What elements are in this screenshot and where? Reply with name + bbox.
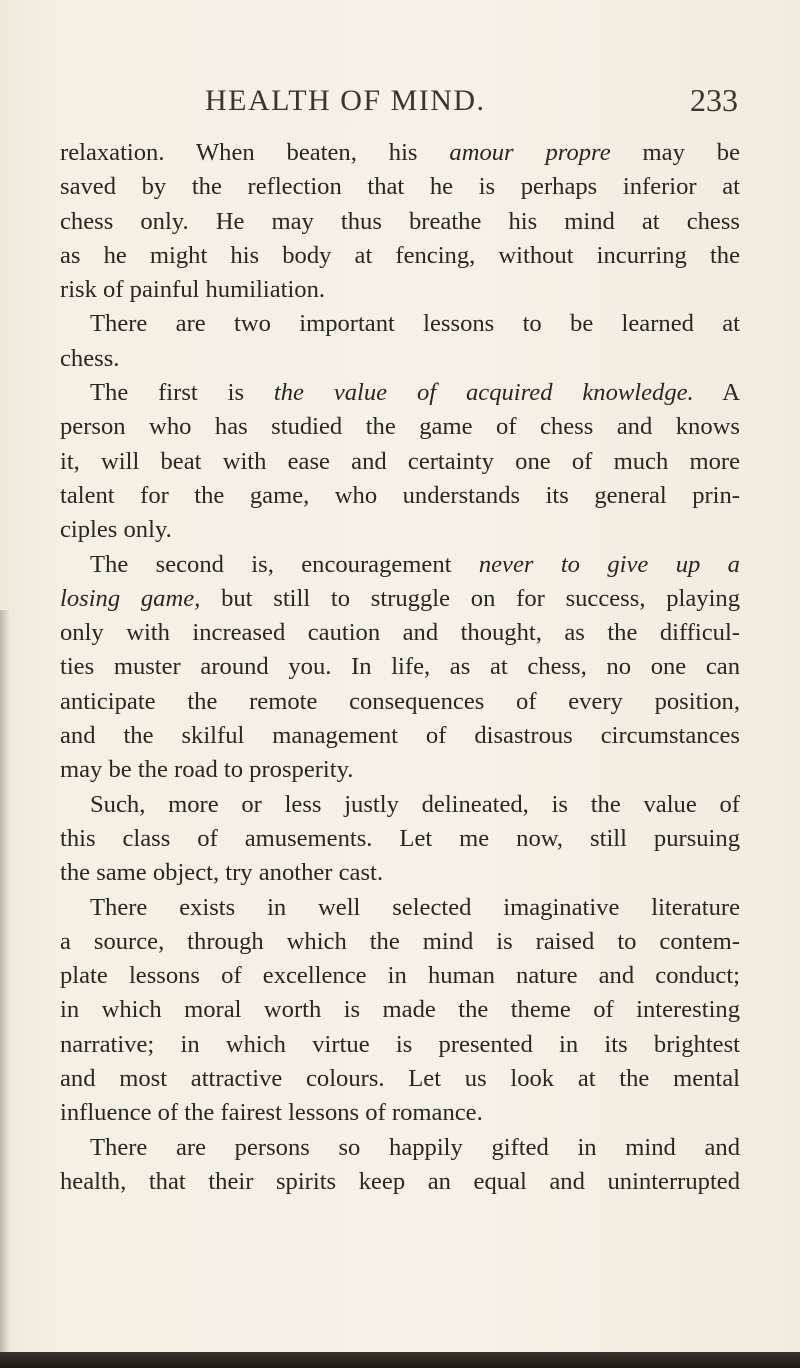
text-line xyxy=(60,410,740,444)
page-bottom-edge xyxy=(0,1352,800,1368)
text-line xyxy=(60,1131,740,1165)
text-segment: it, will beat with ease and certainty one of much more xyxy=(60,447,740,475)
text-line xyxy=(60,925,740,959)
text-segment: this class of amusements. Let me now, still pursuing xyxy=(60,824,740,852)
text-line xyxy=(60,650,740,684)
text-segment: The first is xyxy=(90,379,274,407)
text-segment: There are two important lessons to be learned at xyxy=(90,310,740,338)
text-segment: ties muster around you. In life, as at chess, no one can xyxy=(60,653,740,681)
italic-text: amour propre xyxy=(449,139,611,166)
text-segment: health, that their spirits keep an equal and uninterrupted xyxy=(60,1167,740,1195)
text-line xyxy=(60,993,740,1027)
text-line xyxy=(60,513,740,547)
text-segment: relaxation. When beaten, his xyxy=(60,139,450,166)
text-line xyxy=(60,205,740,239)
page-gutter-shadow xyxy=(0,610,10,1355)
text-line xyxy=(60,1165,740,1199)
text-segment: and the skilful management of disastrous circumstances xyxy=(60,722,740,750)
text-line xyxy=(60,891,740,925)
text-segment: and most attractive colours. Let us look at the mental xyxy=(60,1065,740,1093)
text-segment: chess only. He may thus breathe his mind at chess xyxy=(60,207,740,235)
text-line xyxy=(60,1096,740,1130)
text-line xyxy=(60,822,740,856)
text-line xyxy=(60,856,740,890)
text-line xyxy=(60,753,740,787)
running-head xyxy=(0,76,800,120)
text-line xyxy=(60,170,740,204)
text-segment: saved by the reflection that he is perhaps inferior at xyxy=(60,173,740,201)
text-segment: in which moral worth is made the theme of interesting xyxy=(60,996,740,1024)
text-line xyxy=(60,445,740,479)
italic-text: the value of acquired knowledge. xyxy=(273,379,694,407)
text-segment: narrative; in which virtue is presented in its brightest xyxy=(60,1030,740,1058)
text-segment: influence of the fairest lessons of romance. xyxy=(60,1099,483,1127)
text-segment: There are persons so happily gifted in mind and xyxy=(90,1133,740,1161)
text-segment: plate lessons of excellence in human nature and conduct; xyxy=(60,962,740,990)
text-segment: A xyxy=(693,379,740,407)
text-segment: only with increased caution and thought, as the difficul- xyxy=(60,619,740,647)
italic-text: never to give up a xyxy=(478,550,740,578)
text-segment: as he might his body at fencing, without incurring the xyxy=(60,241,740,269)
text-line xyxy=(60,136,740,170)
text-segment: talent for the game, who understands its general prin- xyxy=(60,481,740,509)
text-segment: risk of painful humiliation. xyxy=(60,276,326,304)
text-line xyxy=(60,307,740,341)
text-line xyxy=(60,1062,740,1096)
text-segment: The second is, encouragement xyxy=(90,550,479,578)
text-line xyxy=(60,616,740,650)
text-segment: anticipate the remote consequences of every position, xyxy=(60,687,740,715)
text-segment: person who has studied the game of chess and knows xyxy=(60,413,740,441)
text-segment: may be xyxy=(610,139,740,166)
text-line xyxy=(60,719,740,753)
text-line xyxy=(60,685,740,719)
text-line xyxy=(60,582,740,616)
running-head-title: HEALTH OF MIND. xyxy=(205,84,486,117)
text-line xyxy=(60,1028,740,1062)
text-line xyxy=(60,273,740,307)
body-text xyxy=(60,136,740,1199)
text-segment: ciples only. xyxy=(60,516,172,544)
text-line xyxy=(60,239,740,273)
text-line xyxy=(60,959,740,993)
text-segment: There exists in well selected imaginative literature xyxy=(90,893,740,921)
text-line xyxy=(60,376,740,410)
text-line xyxy=(60,342,740,376)
text-line xyxy=(60,479,740,513)
italic-text: losing game, xyxy=(60,584,201,612)
page-number: 233 xyxy=(690,82,738,118)
text-segment: chess. xyxy=(60,344,120,372)
text-segment: but still to struggle on for success, playing xyxy=(200,584,740,612)
text-line xyxy=(60,788,740,822)
text-line xyxy=(60,548,740,582)
text-segment: the same object, try another cast. xyxy=(60,859,384,887)
text-segment: Such, more or less justly delineated, is the value of xyxy=(90,790,740,818)
text-segment: may be the road to prosperity. xyxy=(60,756,354,784)
text-segment: a source, through which the mind is raised to contem- xyxy=(60,927,740,955)
